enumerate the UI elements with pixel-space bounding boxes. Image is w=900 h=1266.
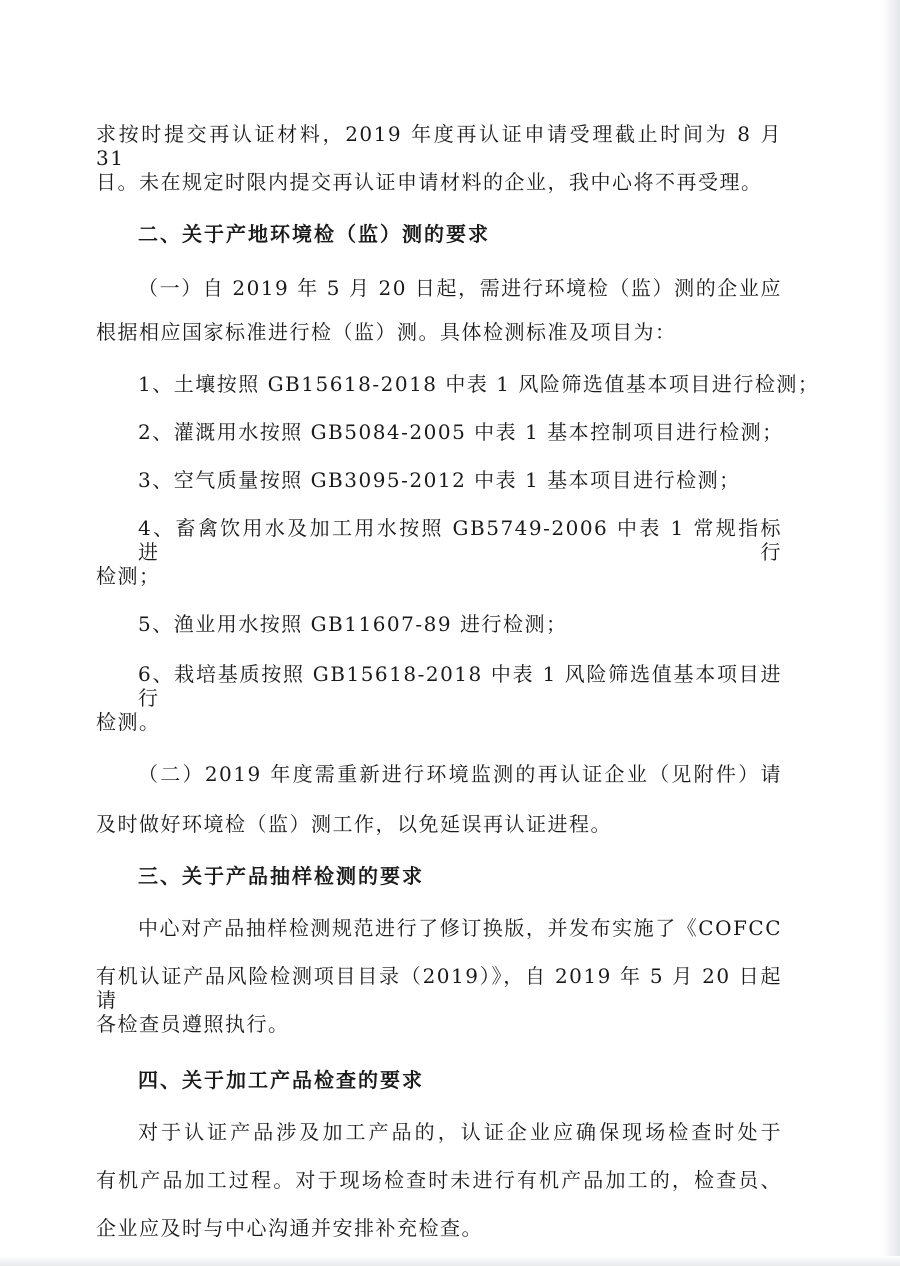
body-line: 有机产品加工过程。对于现场检查时未进行有机产品加工的，检查员、 [96, 1168, 782, 1192]
scan-bottom-shadow [0, 1256, 900, 1266]
body-line: （二）2019 年度需重新进行环境监测的再认证企业（见附件）请 [138, 762, 782, 786]
body-line: （一）自 2019 年 5 月 20 日起，需进行环境检（监）测的企业应 [138, 276, 782, 300]
list-item-continuation: 检测。 [96, 710, 161, 734]
body-line: 及时做好环境检（监）测工作，以免延误再认证进程。 [96, 812, 612, 836]
list-item: 6、栽培基质按照 GB15618-2018 中表 1 风险筛选值基本项目进行 [138, 662, 782, 710]
section-heading: 二、关于产地环境检（监）测的要求 [138, 222, 490, 246]
list-item: 1、土壤按照 GB15618-2018 中表 1 风险筛选值基本项目进行检测； [138, 372, 820, 396]
body-line: 各检查员遵照执行。 [96, 1012, 290, 1036]
list-item-continuation: 检测； [96, 564, 161, 588]
list-item: 4、畜禽饮用水及加工用水按照 GB5749-2006 中表 1 常规指标进行 [138, 516, 782, 564]
list-item: 3、空气质量按照 GB3095-2012 中表 1 基本项目进行检测； [138, 468, 741, 492]
list-item: 2、灌溉用水按照 GB5084-2005 中表 1 基本控制项目进行检测； [138, 420, 784, 444]
section-heading: 三、关于产品抽样检测的要求 [138, 864, 424, 888]
list-item: 5、渔业用水按照 GB11607-89 进行检测； [138, 612, 568, 636]
scan-edge-shadow [882, 0, 900, 1266]
body-line: 对于认证产品涉及加工产品的，认证企业应确保现场检查时处于 [138, 1120, 782, 1144]
body-line: 求按时提交再认证材料，2019 年度再认证申请受理截止时间为 8 月 31 [96, 122, 782, 170]
body-line: 企业应及时与中心沟通并安排补充检查。 [96, 1216, 483, 1240]
body-line: 中心对产品抽样检测规范进行了修订换版，并发布实施了《COFCC [138, 916, 782, 940]
body-line: 有机认证产品风险检测项目目录（2019）》，自 2019 年 5 月 20 日起请 [96, 964, 782, 1012]
body-line: 日。未在规定时限内提交再认证申请材料的企业，我中心将不再受理。 [96, 170, 763, 194]
body-line: 根据相应国家标准进行检（监）测。具体检测标准及项目为： [96, 320, 677, 344]
section-heading: 四、关于加工产品检查的要求 [138, 1068, 424, 1092]
